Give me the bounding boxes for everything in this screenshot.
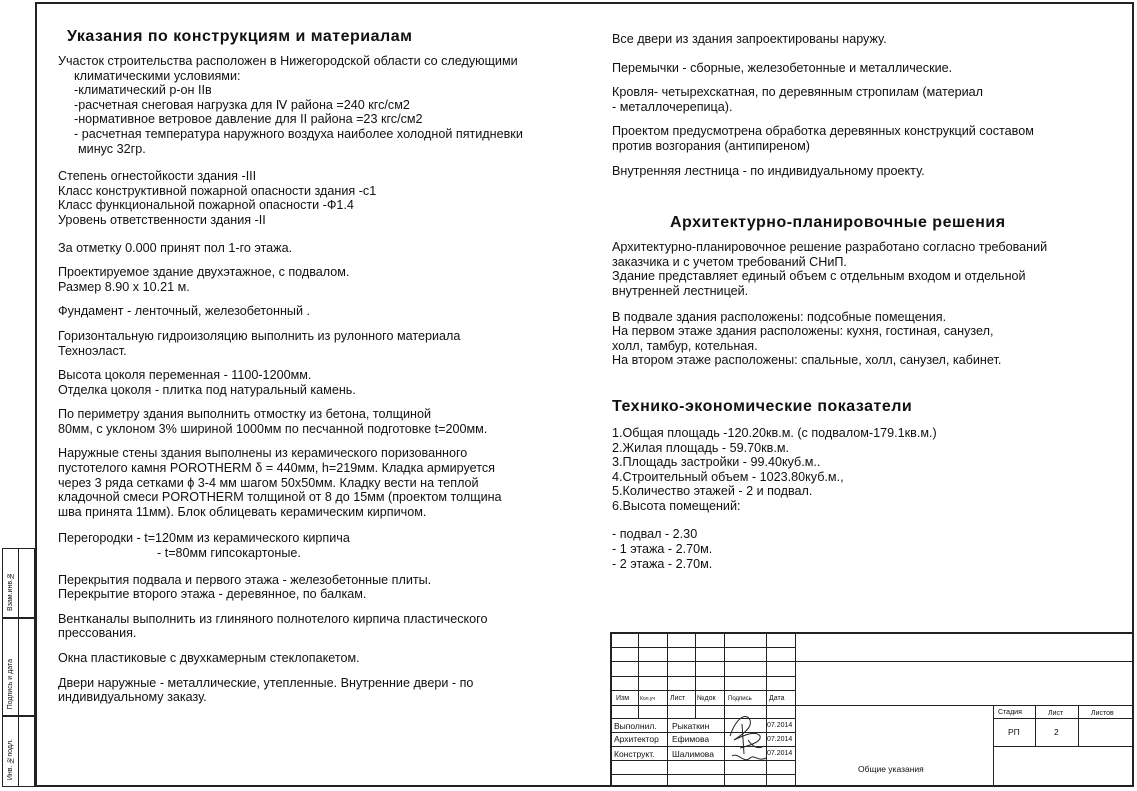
zero-mark-text: За отметку 0.000 принят пол 1-го этажа. [58, 240, 293, 255]
climate-intro-1: Участок строительства расположен в Нижегородской области со следующими [58, 54, 518, 68]
side-label-inventory: Инв. №подл. [7, 738, 14, 780]
plinth-text: Высота цоколя переменная - 1100-1200мм. [58, 368, 312, 383]
role-constructor: Конструкт. [614, 749, 655, 759]
rooms-line: На первом этаже здания расположены: кухня, гостиная, санузел, [612, 324, 994, 339]
rooms-line: В подвале здания расположены: подсобные помещения. [612, 309, 947, 324]
walls-text: Наружные стены здания выполнены из керамического поризованного [58, 446, 468, 461]
vents-text: прессования. [58, 626, 137, 641]
tech-line: 6.Высота помещений: [612, 498, 741, 513]
section-title-constructions: Указания по конструкциям и материалам [67, 28, 413, 45]
vents-text: Вентканалы выполнить из глиняного полнотелого кирпича пластического [58, 611, 488, 626]
role-architect: Архитектор [614, 734, 659, 744]
role-performer: Выполнил. [614, 721, 657, 731]
arch-line: внутренней лестницей. [612, 283, 749, 298]
name-performer: Рыкаткин [672, 721, 710, 731]
roof-text: - металлочерепица). [612, 99, 733, 114]
side-stamp-inventory [2, 716, 35, 787]
height-line: - подвал - 2.30 [612, 527, 698, 542]
doors-text: Двери наружные - металлические, утепленные. Внутренние двери - по [58, 675, 474, 690]
arch-line: заказчика и с учетом требований СНиП. [612, 254, 847, 269]
climate-item: минус 32гр. [78, 141, 146, 156]
section-title-architecture: Архитектурно-планировочные решения [670, 214, 1006, 232]
roof-text: Кровля- четырехскатная, по деревянным стропилам (материал [612, 85, 984, 100]
floors-text: Перекрытие второго этажа - деревянное, по балкам. [58, 587, 367, 602]
date-architect: 07.2014 [767, 736, 793, 743]
fire-line: Класс конструктивной пожарной опасности здания -с1 [58, 183, 377, 198]
name-architect: Ефимова [672, 734, 710, 744]
fire-line: Степень огнестойкости здания -III [58, 169, 257, 184]
title-block [610, 632, 1134, 787]
partitions-text: - t=80мм гипсокартоные. [157, 546, 301, 561]
right-column [612, 32, 1112, 571]
walls-text: кладочной смеси POROTHERM толщиной от 8 до 15мм (проектом толщина [58, 490, 502, 505]
col-header-change: Изм [616, 695, 630, 702]
signature-scribble [722, 706, 770, 772]
tech-line: 2.Жилая площадь - 59.70кв.м. [612, 440, 789, 455]
col-header-count: Кол.уч [640, 696, 655, 702]
tech-line: 5.Количество этажей - 2 и подвал. [612, 484, 813, 499]
climate-item: -нормативное ветровое давление для II района =23 кгс/см2 [74, 112, 423, 127]
foundation-text: Фундамент - ленточный, железобетонный . [58, 304, 311, 319]
building-text: Проектируемое здание двухэтажное, с подвалом. [58, 265, 350, 280]
arch-line: Здание представляет единый объем с отдельным входом и отдельной [612, 269, 1026, 284]
col-header-signature: Подпись [728, 696, 752, 702]
col-header-sheet: Лист [670, 695, 686, 702]
blind-area-text: По периметру здания выполнить отмостку из бетона, толщиной [58, 407, 432, 422]
climate-intro-2: климатическими условиями: [74, 68, 241, 83]
side-label-signature: Подпись и дата [7, 658, 14, 709]
climate-item: - расчетная температура наружного воздуха наиболее холодной пятидневки [74, 126, 523, 141]
windows-text: Окна пластиковые с двухкамерным стеклопакетом. [58, 651, 360, 665]
height-line: - 1 этажа - 2.70м. [612, 542, 713, 557]
date-performer: 07.2014 [767, 722, 793, 729]
side-stamp-approval [2, 548, 35, 618]
blind-area-text: 80мм, с уклоном 3% шириной 1000мм по песчанной подготовке t=200мм. [58, 421, 488, 436]
climate-item: -расчетная снеговая нагрузка для Ⅳ района =240 кгс/см2 [74, 97, 410, 112]
section-title-tech: Технико-экономические показатели [612, 397, 913, 415]
tech-line: 1.Общая площадь -120.20кв.м. (с подвалом-179.1кв.м.) [612, 425, 937, 440]
fireproof-text: против возгорания (антипиреном) [612, 138, 810, 153]
name-constructor: Шалимова [672, 749, 714, 759]
tech-line: 4.Строительный объем - 1023.80куб.м., [612, 469, 844, 484]
side-label-replace: Взам.инв.№ [7, 572, 14, 611]
side-stamp-signature [2, 618, 35, 716]
sheet-header: Лист [1048, 710, 1064, 717]
date-constructor: 07.2014 [767, 750, 793, 757]
plinth-text: Отделка цоколя - плитка под натуральный камень. [58, 382, 356, 397]
sheets-header: Листов [1091, 710, 1114, 717]
doors-out-text: Все двери из здания запроектированы наружу. [612, 32, 887, 46]
waterproof-text: Горизонтальную гидроизоляцию выполнить из рулонного материала [58, 328, 461, 343]
stage-value: РП [1008, 727, 1020, 737]
fire-line: Класс функциональной пожарной опасности -Ф1.4 [58, 198, 354, 213]
building-text: Размер 8.90 х 10.21 м. [58, 279, 190, 294]
sheet-value: 2 [1054, 727, 1059, 737]
height-line: - 2 этажа - 2.70м. [612, 556, 713, 571]
fireproof-text: Проектом предусмотрена обработка деревянных конструкций составом [612, 124, 1034, 139]
floors-text: Перекрытия подвала и первого этажа - железобетонные плиты. [58, 572, 432, 587]
fire-line: Уровень ответственности здания -II [58, 212, 266, 227]
walls-text: шва принята 11мм). Блок облицевать керамическим кирпичом. [58, 504, 427, 519]
partitions-text: Перегородки - t=120мм из керамического кирпича [58, 531, 350, 546]
doors-text: индивидуальному заказу. [58, 690, 207, 705]
climate-item: -климатический р-он IIв [74, 83, 212, 98]
lintels-text: Перемычки - сборные, железобетонные и металлические. [612, 60, 953, 75]
document-title: Общие указания [858, 764, 924, 774]
stairs-text: Внутренняя лестница - по индивидуальному проекту. [612, 163, 925, 178]
left-column [58, 28, 578, 705]
rooms-line: холл, тамбур, котельная. [612, 338, 758, 353]
col-header-date: Дата [769, 695, 785, 702]
stage-header: Стадия [998, 709, 1022, 716]
tech-line: 3.Площадь застройки - 99.40куб.м.. [612, 455, 821, 470]
rooms-line: На втором этаже расположены: спальные, холл, санузел, кабинет. [612, 353, 1002, 368]
col-header-doc: №док [697, 695, 716, 702]
waterproof-text: Техноэласт. [58, 343, 127, 358]
walls-text: пустотелого камня POROTHERM δ = 440мм, h=219мм. Кладка армируется [58, 461, 495, 476]
walls-text: через 3 ряда сетками ϕ 3-4 мм шагом 50х50мм. Кладку вести на теплой [58, 475, 479, 490]
arch-line: Архитектурно-планировочное решение разработано согласно требований [612, 240, 1048, 255]
